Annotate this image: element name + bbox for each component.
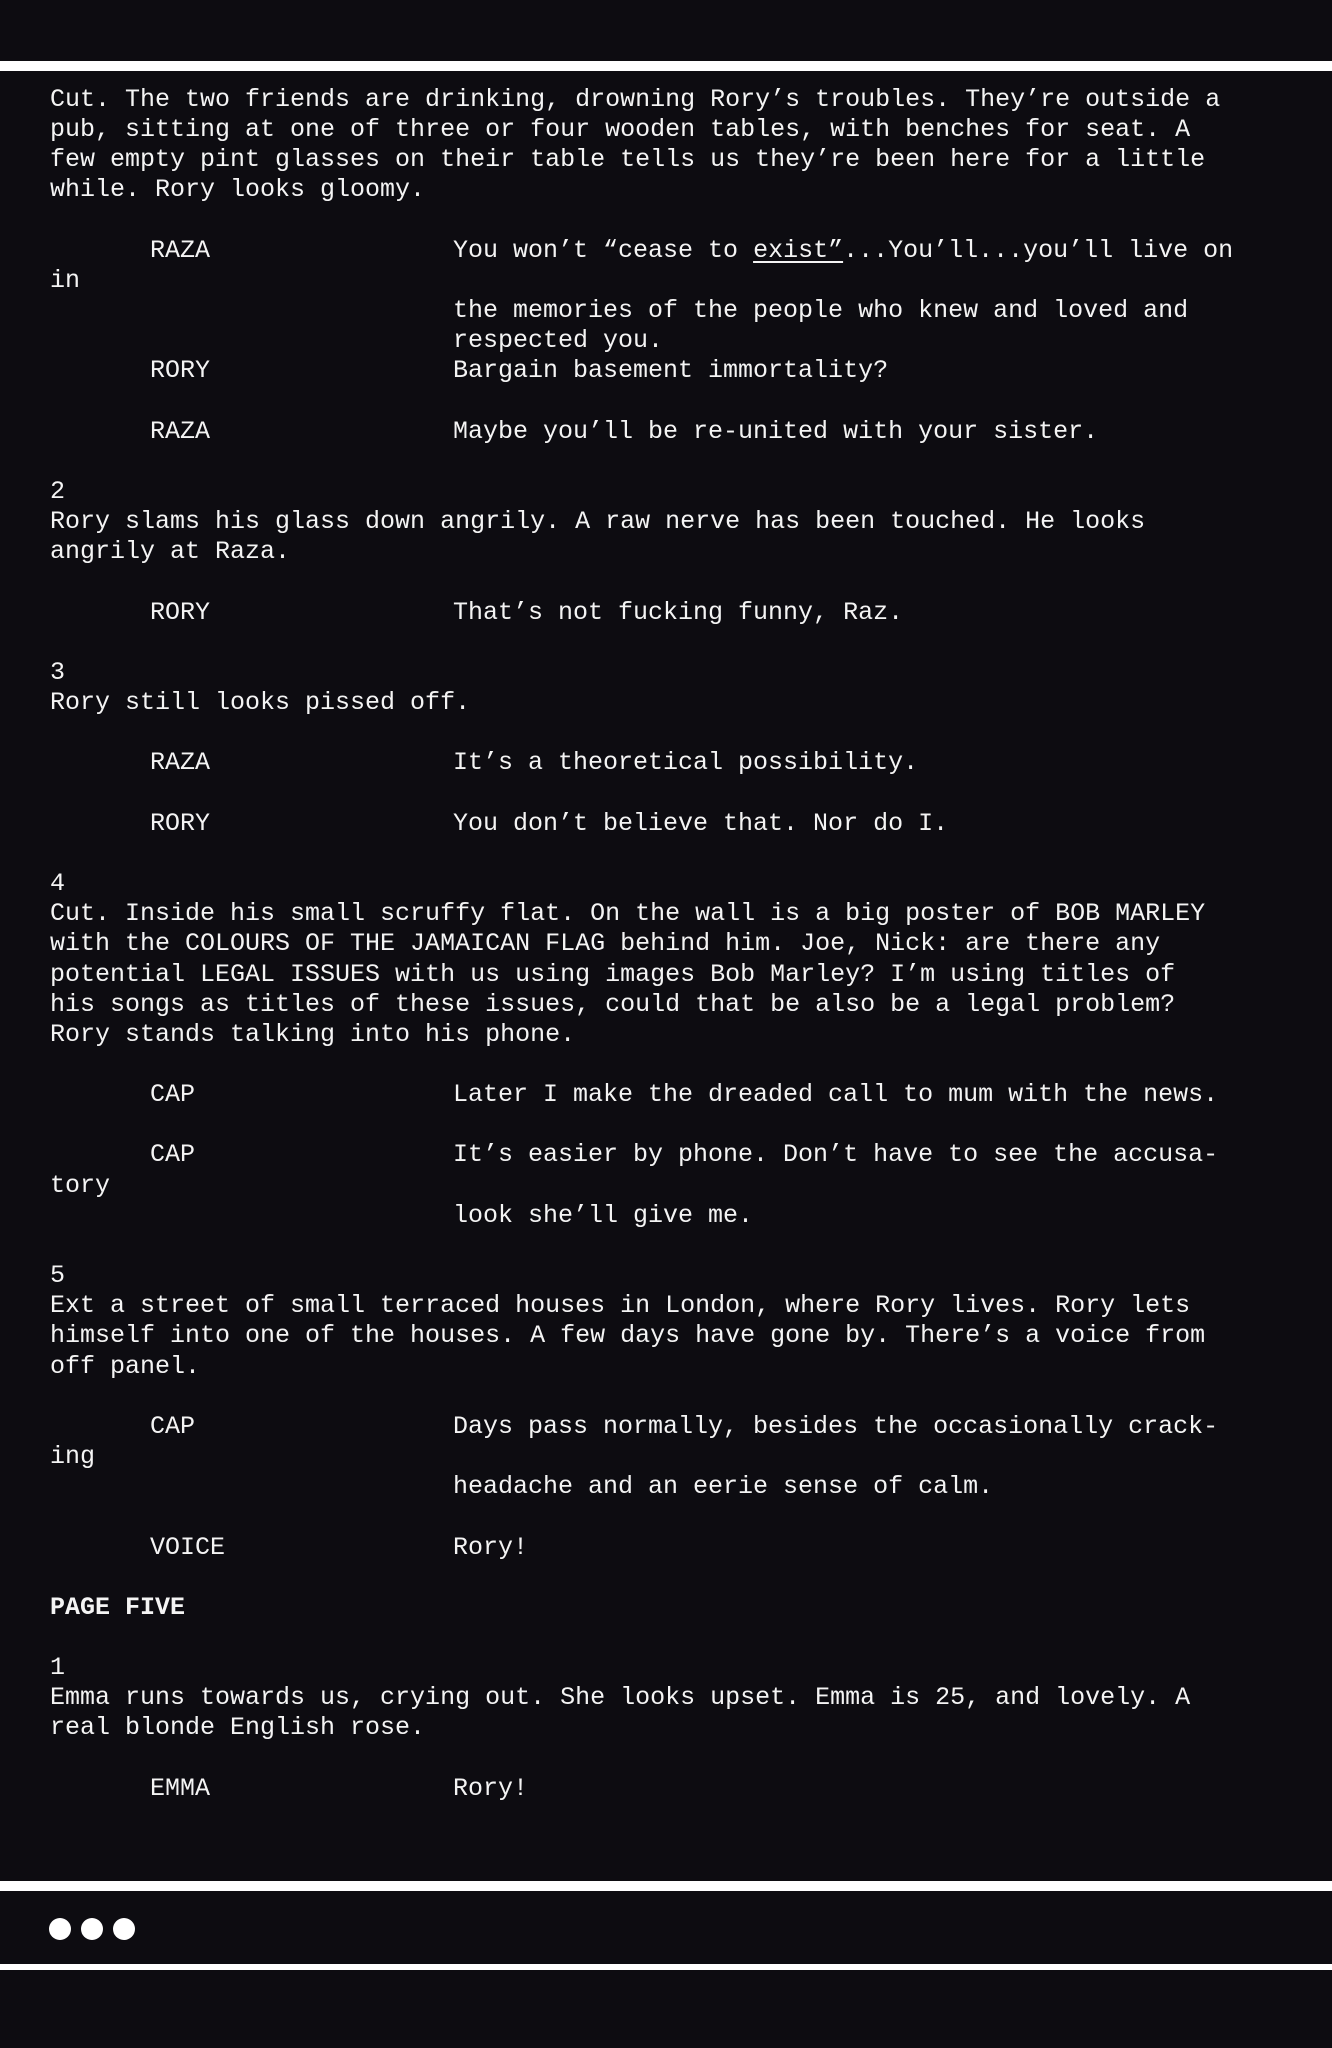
blank-line — [50, 1231, 1310, 1261]
dialogue-text-part: ...You’ll...you’ll live on — [843, 235, 1234, 265]
page-heading — [50, 1593, 1310, 1623]
line-text: angrily at Raza. — [50, 537, 291, 567]
character-name: RAZA — [150, 235, 211, 265]
action-line — [50, 1291, 1310, 1321]
blank-line — [50, 1382, 1310, 1412]
line-text: ing — [50, 1442, 96, 1472]
line-text: 3 — [50, 657, 66, 687]
dialogue-line — [50, 236, 1310, 266]
line-text: in — [50, 265, 81, 295]
dialogue-text: It’s a theoretical possibility. — [453, 748, 919, 778]
dialogue-line — [50, 417, 1310, 447]
line-text: Rory still looks pissed off. — [50, 688, 471, 718]
blank-line — [50, 1050, 1310, 1080]
line-text: while. Rory looks gloomy. — [50, 175, 426, 205]
more-horizontal-icon[interactable] — [49, 1918, 135, 1940]
blank-line — [50, 718, 1310, 748]
line-text: Cut. Inside his small scruffy flat. On the wall is a big poster of BOB MARLEY — [50, 899, 1206, 929]
action-line — [50, 1653, 1310, 1683]
dialogue-text: It’s easier by phone. Don’t have to see the accusa- — [453, 1140, 1219, 1170]
line-text: off panel. — [50, 1351, 201, 1381]
action-line — [50, 869, 1310, 899]
dialogue-text: Rory! — [453, 1773, 529, 1803]
action-line — [50, 929, 1310, 959]
bottom-divider — [0, 1881, 1332, 1891]
line-text: few empty pint glasses on their table tells us they’re been here for a little — [50, 145, 1206, 175]
dialogue-text: Bargain basement immortality? — [453, 356, 889, 386]
blank-line — [50, 447, 1310, 477]
line-text: 2 — [50, 477, 66, 507]
blank-line — [50, 1623, 1310, 1653]
character-name: CAP — [150, 1140, 196, 1170]
dialogue-text: headache and an eerie sense of calm. — [453, 1472, 994, 1502]
dialogue-line — [50, 1140, 1310, 1170]
action-line — [50, 507, 1310, 537]
dialogue-line — [50, 1533, 1310, 1563]
action-line — [50, 537, 1310, 567]
action-line — [50, 477, 1310, 507]
line-text: tory — [50, 1170, 111, 1200]
action-line — [50, 899, 1310, 929]
dot — [113, 1918, 135, 1940]
line-text: Rory stands talking into his phone. — [50, 1019, 576, 1049]
blank-line — [50, 1744, 1310, 1774]
blank-line — [50, 568, 1310, 598]
dialogue-text: That’s not fucking funny, Raz. — [453, 597, 904, 627]
action-line — [50, 960, 1310, 990]
line-text: pub, sitting at one of three or four wooden tables, with benches for seat. A — [50, 115, 1191, 145]
footer-divider — [0, 1964, 1332, 1970]
dialogue-text: the memories of the people who knew and loved and — [453, 296, 1189, 326]
action-line — [50, 266, 1310, 296]
character-name: CAP — [150, 1080, 196, 1110]
action-line — [50, 1442, 1310, 1472]
line-text: Rory slams his glass down angrily. A raw nerve has been touched. He looks — [50, 507, 1146, 537]
dot — [81, 1918, 103, 1940]
action-line — [50, 1352, 1310, 1382]
action-line — [50, 990, 1310, 1020]
character-name: RAZA — [150, 416, 211, 446]
line-text: potential LEGAL ISSUES with us using images Bob Marley? I’m using titles of — [50, 959, 1176, 989]
dialogue-text: Days pass normally, besides the occasionally crack- — [453, 1411, 1219, 1441]
dialogue-line — [50, 1412, 1310, 1442]
dialogue-line — [50, 1080, 1310, 1110]
dialogue-continuation — [50, 296, 1310, 326]
dialogue-text: look she’ll give me. — [453, 1200, 754, 1230]
dot — [49, 1918, 71, 1940]
line-text: Ext a street of small terraced houses in London, where Rory lives. Rory lets — [50, 1291, 1191, 1321]
action-line — [50, 1321, 1310, 1351]
line-text: 4 — [50, 869, 66, 899]
line-text: PAGE FIVE — [50, 1592, 186, 1622]
character-name: CAP — [150, 1411, 196, 1441]
blank-line — [50, 628, 1310, 658]
dialogue-text: Rory! — [453, 1532, 529, 1562]
line-text: Cut. The two friends are drinking, drowning Rory’s troubles. They’re outside a — [50, 85, 1221, 114]
blank-line — [50, 1110, 1310, 1140]
action-line — [50, 1261, 1310, 1291]
line-text: real blonde English rose. — [50, 1713, 426, 1743]
dialogue-continuation — [50, 1201, 1310, 1231]
dialogue-line — [50, 748, 1310, 778]
action-line — [50, 688, 1310, 718]
script-page — [50, 85, 1310, 1804]
action-line — [50, 175, 1310, 205]
character-name: VOICE — [150, 1532, 226, 1562]
line-text: his songs as titles of these issues, could that be also be a legal problem? — [50, 989, 1176, 1019]
dialogue-text-part: You won’t “cease to — [453, 235, 754, 265]
action-line — [50, 85, 1310, 115]
dialogue-text: respected you. — [453, 326, 664, 356]
dialogue-text — [453, 236, 1233, 266]
dialogue-continuation — [50, 326, 1310, 356]
dialogue-line — [50, 356, 1310, 386]
action-line — [50, 658, 1310, 688]
blank-line — [50, 387, 1310, 417]
action-line — [50, 1683, 1310, 1713]
action-line — [50, 1171, 1310, 1201]
blank-line — [50, 779, 1310, 809]
top-divider — [0, 61, 1332, 71]
blank-line — [50, 206, 1310, 236]
dialogue-text: You don’t believe that. Nor do I. — [453, 808, 949, 838]
blank-line — [50, 839, 1310, 869]
dialogue-continuation — [50, 1472, 1310, 1502]
action-line — [50, 115, 1310, 145]
character-name: EMMA — [150, 1773, 211, 1803]
blank-line — [50, 1502, 1310, 1532]
line-text: 5 — [50, 1261, 66, 1291]
underlined-word: exist” — [753, 235, 844, 265]
character-name: RORY — [150, 808, 211, 838]
dialogue-line — [50, 598, 1310, 628]
dialogue-text: Maybe you’ll be re-united with your sister. — [453, 416, 1099, 446]
character-name: RAZA — [150, 748, 211, 778]
line-text: Emma runs towards us, crying out. She looks upset. Emma is 25, and lovely. A — [50, 1683, 1191, 1713]
action-line — [50, 145, 1310, 175]
dialogue-line — [50, 1774, 1310, 1804]
action-line — [50, 1713, 1310, 1743]
line-text: with the COLOURS OF THE JAMAICAN FLAG behind him. Joe, Nick: are there any — [50, 929, 1161, 959]
dialogue-line — [50, 809, 1310, 839]
blank-line — [50, 1563, 1310, 1593]
dialogue-text: Later I make the dreaded call to mum with the news. — [453, 1080, 1219, 1110]
line-text: 1 — [50, 1653, 66, 1683]
character-name: RORY — [150, 356, 211, 386]
character-name: RORY — [150, 597, 211, 627]
action-line — [50, 1020, 1310, 1050]
line-text: himself into one of the houses. A few days have gone by. There’s a voice from — [50, 1321, 1206, 1351]
